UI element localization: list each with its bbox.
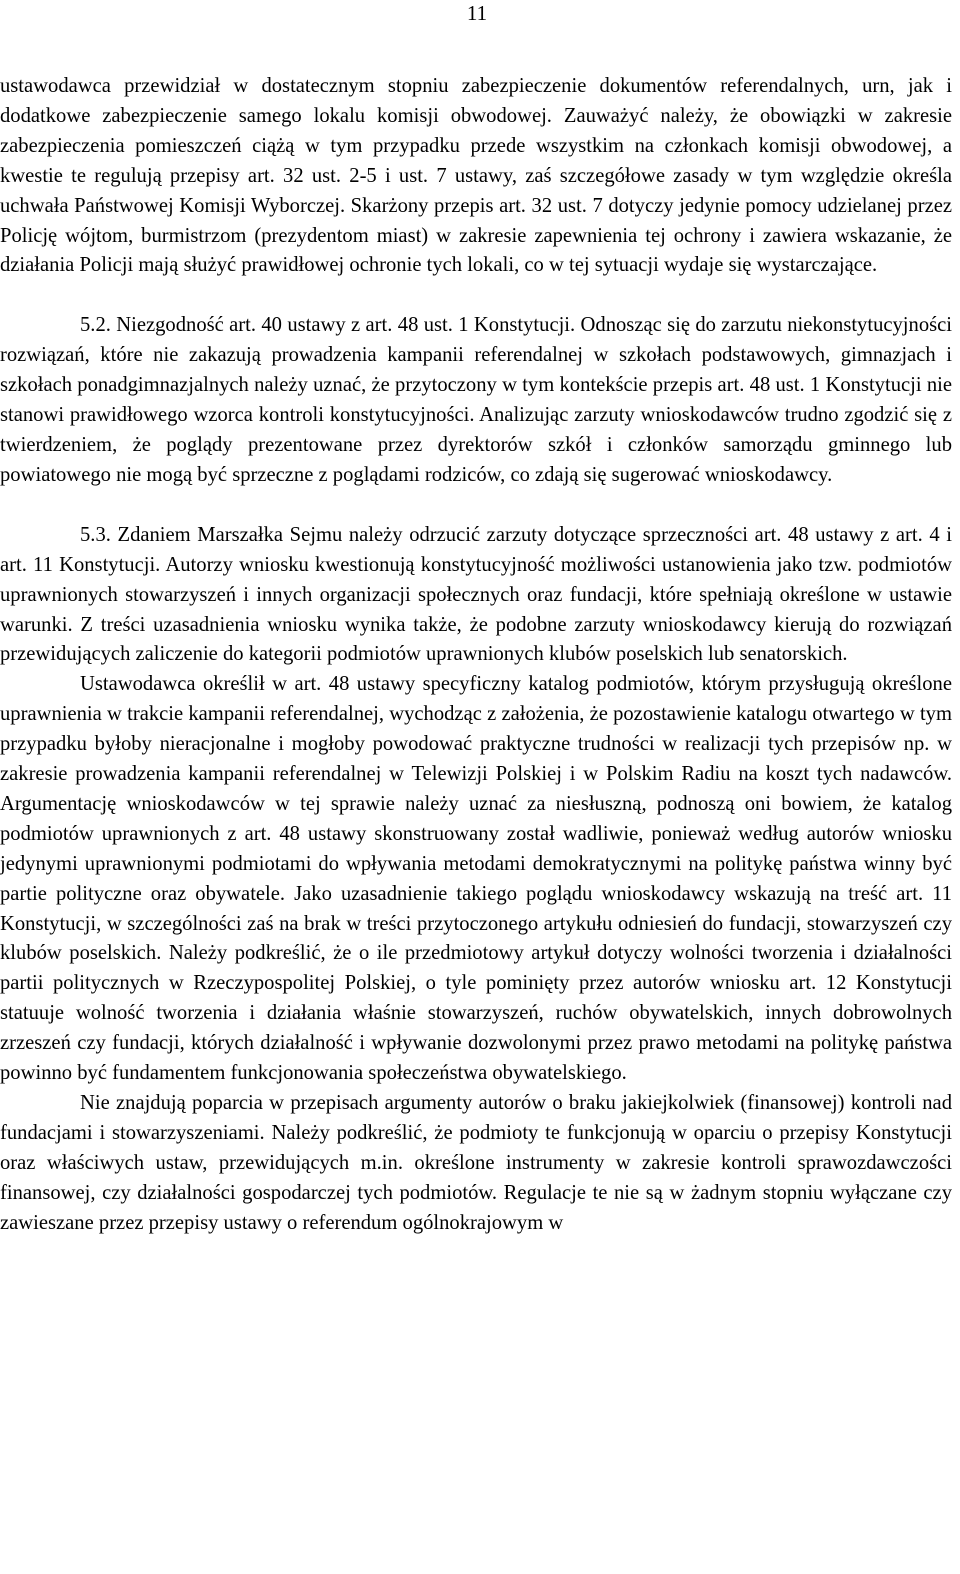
paragraph-spacer xyxy=(0,281,952,311)
page-number: 11 xyxy=(466,1,488,25)
paragraph-financial-control: Nie znajdują poparcia w przepisach argumenty autorów o braku jakiejkolwiek (finansowej) kontroli nad fundacjami i stowarzyszeniami. Należy podkreślić, że podmioty te funkcjonują w oparciu o przepisy Konstytucji oraz właściwych ustaw, przewidujących m.in. określone instrumenty w zakresie kontroli sprawozdawczości finansowej, czy działalności gospodarczej tych podmiotów. Regulacje te nie są w żadnym stopniu wyłączane czy zawieszane przez przepisy ustawy o referendum ogólnokrajowym w xyxy=(0,1092,952,1234)
paragraph-catalog-of-entities: Ustawodawca określił w art. 48 ustawy specyficzny katalog podmiotów, którym przysługują określone uprawnienia w trakcie kampanii referendalnej, wychodząc z założenia, że pozostawienie katalogu otwartego w tym przypadku byłoby nieracjonalne i mogłoby powodować praktyczne trudności w realizacji tych przepisów np. w zakresie prowadzenia kampanii referendalnej w Telewizji Polskiej i w Polskim Radiu na koszt tych nadawców. Argumentację wnioskodawców w tej sprawie należy uznać za niesłuszną, podnoszą oni bowiem, że katalog podmiotów uprawnionych z art. 48 ustawy skonstruowany został wadliwie, ponieważ według autorów wniosku jedynymi uprawnionymi podmiotami do wpływania metodami demokratycznymi na politykę państwa winny być partie polityczne oraz obywatele. Jako uzasadnienie takiego poglądu wnioskodawcy wskazują na treść art. 11 Konstytucji, w szczególności zaś na brak w treści przytoczonego artykułu odniesień do fundacji, stowarzyszeń czy klubów poselskich. Należy podkreślić, że o ile przedmiotowy artykuł dotyczy wolności tworzenia i działalności partii politycznych w Rzeczypospolitej Polskiej, o tyle pominięty przez autorów wniosku art. 12 Konstytucji statuuje wolność tworzenia i działania właśnie stowarzyszeń, ruchów obywatelskich, innych dobrowolnych zrzeszeń czy fundacji, których działalność i wpływanie dozwolonymi przez prawo metodami na politykę państwa powinno być fundamentem funkcjonowania społeczeństwa obywatelskiego. xyxy=(0,673,952,1085)
paragraph-spacer xyxy=(0,491,952,521)
paragraph-section-5-3: 5.3. Zdaniem Marszałka Sejmu należy odrzucić zarzuty dotyczące sprzeczności art. 48 ustawy z art. 4 i art. 11 Konstytucji. Autorzy wniosku kwestionują konstytucyjność możliwości ustanowienia jako tzw. podmiotów uprawnionych stowarzyszeń i innych organizacji społecznych oraz fundacji, które spełniają określone w ustawie warunki. Z treści uzasadnienia wniosku wynika także, że podobne zarzuty wnioskodawcy kierują do rozwiązań przewidujących zaliczenie do kategorii podmiotów uprawnionych klubów poselskich lub senatorskich. xyxy=(0,523,952,666)
paragraph-security-of-premises: ustawodawca przewidział w dostatecznym stopniu zabezpieczenie dokumentów referendalnych, urn, jak i dodatkowe zabezpieczenie samego lokalu komisji obwodowej. Zauważyć należy, że obowiązki w zakresie zabezpieczenia pomieszczeń ciążą w tym przypadku przede wszystkim na członkach komisji obwodowej, a kwestie te regulują przepisy art. 32 ust. 2-5 i ust. 7 ustawy, zaś szczegółowe zasady w tym względzie określa uchwała Państwowej Komisji Wyborczej. Skarżony przepis art. 32 ust. 7 dotyczy jedynie pomocy udzielanej przez Policję wójtom, burmistrzom (prezydentom miast) w zakresie zapewnienia tej ochrony i zawiera wskazanie, że działania Policji mają służyć prawidłowej ochronie tych lokali, co w tej sytuacji wydaje się wystarczające. xyxy=(0,75,952,277)
document-body xyxy=(0,72,952,1239)
paragraph-section-5-2: 5.2. Niezgodność art. 40 ustawy z art. 48 ust. 1 Konstytucji. Odnosząc się do zarzutu niekonstytucyjności rozwiązań, które nie zakazują prowadzenia kampanii referendalnej w szkołach podstawowych, gimnazjach i szkołach ponadgimnazjalnych należy uznać, że przytoczony w tym kontekście przepis art. 48 ust. 1 Konstytucji nie stanowi prawidłowego wzorca kontroli konstytucyjności. Analizując zarzuty wnioskodawców trudno zgodzić się z twierdzeniem, że poglądy prezentowane przez dyrektorów szkół i członków samorządu gminnego lub powiatowego nie mogą być sprzeczne z poglądami rodziców, co zdają się sugerować wnioskodawcy. xyxy=(0,314,952,486)
